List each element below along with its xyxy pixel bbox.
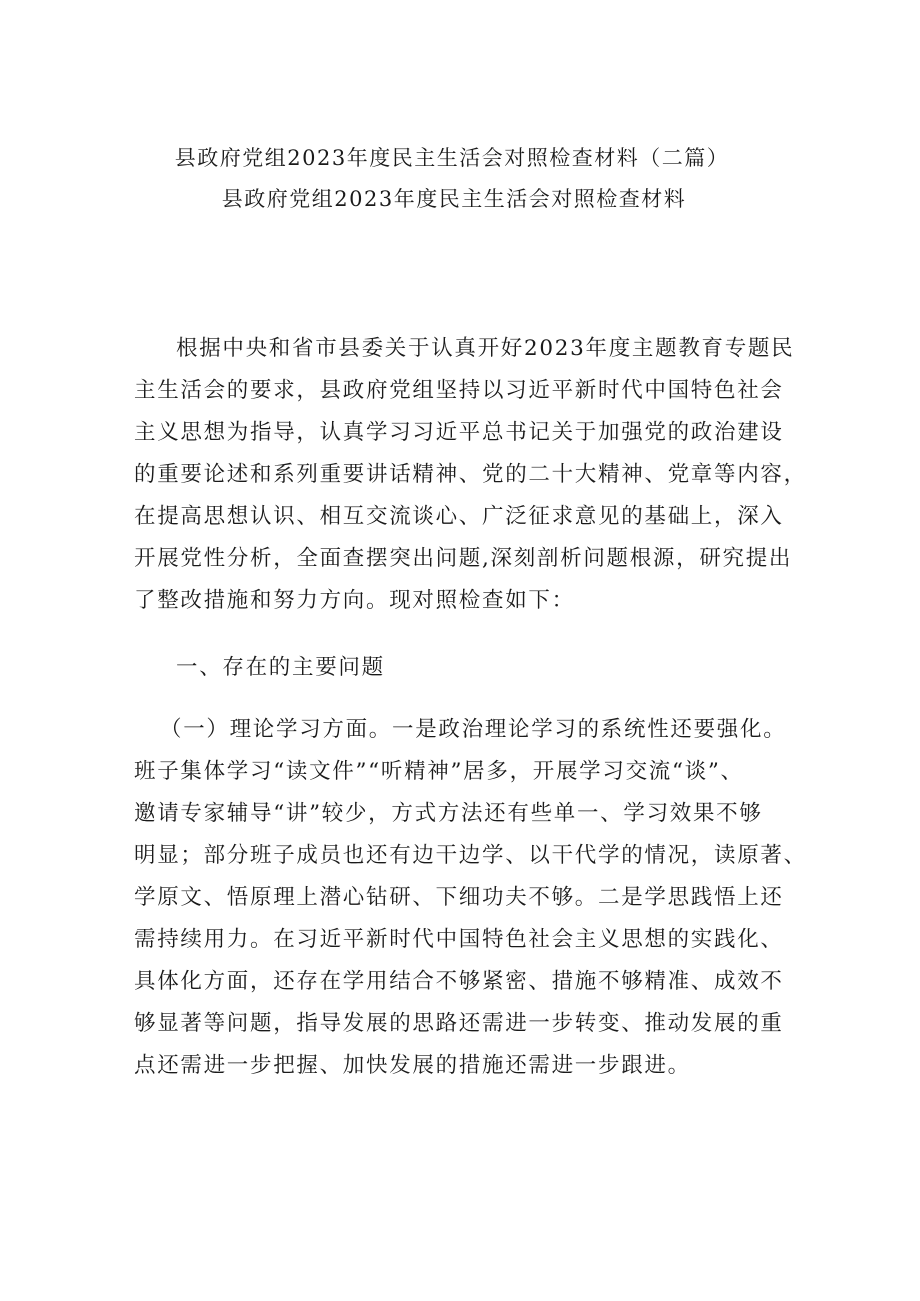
intro-line-2: 主生活会的要求，县政府党组坚持以习近平新时代中国特色社会 (134, 378, 784, 403)
theory-line-4: 明显；部分班子成员也还有边干边学、以干代学的情况，读原著、 (134, 843, 807, 868)
theory-line-6: 需持续用力。在习近平新时代中国特色社会主义思想的实践化、 (134, 927, 784, 952)
intro-line-7: 了整改措施和努力方向。现对照检查如下： (134, 588, 575, 613)
theory-line-3: 邀请专家辅导“讲”较少，方式方法还有些单一、学习效果不够 (134, 801, 763, 826)
section-heading: 一、存在的主要问题 (176, 655, 385, 680)
intro-line-6: 开展党性分析，全面查摆突出问题,深刻剖析问题根源，研究提出 (134, 546, 793, 571)
theory-line-9: 点还需进一步把握、加快发展的措施还需进一步跟进。 (134, 1053, 691, 1078)
theory-line-2: 班子集体学习“读文件”“听精神”居多，开展学习交流“谈”、 (134, 759, 744, 784)
intro-line-3: 主义思想为指导，认真学习习近平总书记关于加强党的政治建设 (134, 420, 784, 445)
theory-line-1: （一）理论学习方面。一是政治理论学习的系统性还要强化。 (160, 717, 787, 742)
theory-line-5: 学原文、悟原理上潜心钻研、下细功夫不够。二是学思践悟上还 (134, 885, 784, 910)
theory-line-7: 具体化方面，还存在学用结合不够紧密、措施不够精准、成效不 (134, 969, 784, 994)
intro-line-4: 的重要论述和系列重要讲话精神、党的二十大精神、党章等内容， (134, 462, 807, 487)
intro-line-5: 在提高思想认识、相互交流谈心、广泛征求意见的基础上，深入 (134, 504, 784, 529)
document-sub-title: 县政府党组2023年度民主生活会对照检查材料 (221, 187, 687, 211)
intro-line-1: 根据中央和省市县委关于认真开好2023年度主题教育专题民 (176, 336, 795, 361)
document-main-title: 县政府党组2023年度民主生活会对照检查材料（二篇） (174, 146, 730, 170)
theory-line-8: 够显著等问题，指导发展的思路还需进一步转变、推动发展的重 (134, 1011, 784, 1036)
